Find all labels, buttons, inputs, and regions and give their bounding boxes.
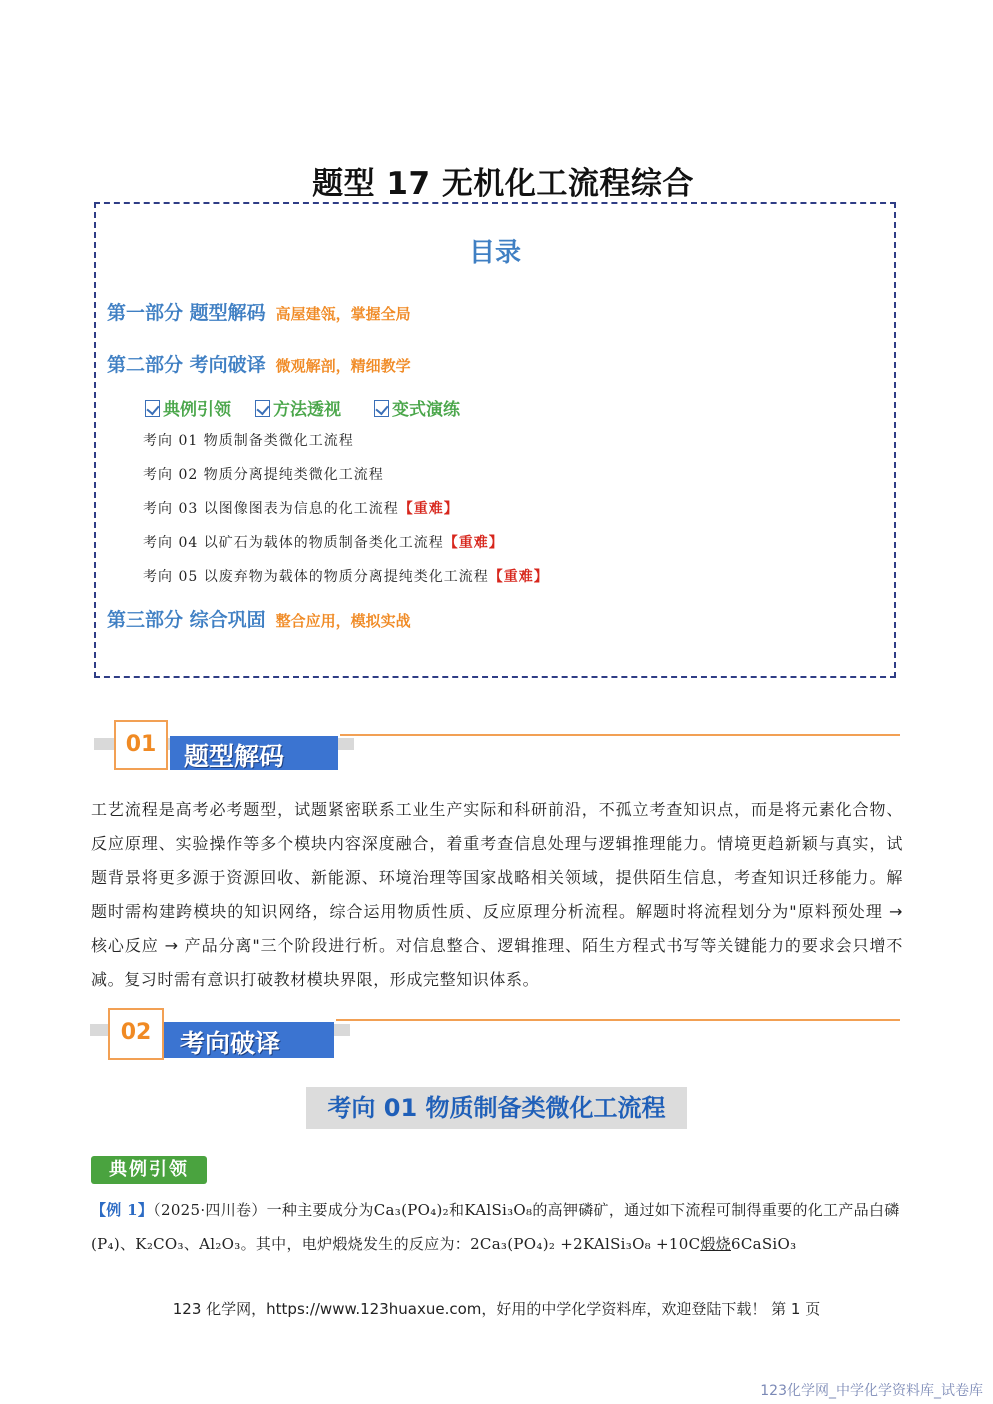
watermark: 123化学网_中学化学资料库_试卷库 [760,1383,983,1399]
difficulty-tag: 【重难】 [398,501,459,517]
method-perspective [255,395,341,420]
method-example [145,395,231,420]
difficulty-tag: 【重难】 [488,569,549,585]
section-divider [340,734,900,736]
toc-item-text: 考向 04 以矿石为载体的物质制备类化工流程 [143,535,444,551]
toc-item [143,498,459,518]
method-example-label: 典例引领 [163,400,231,420]
checkbox-doc-icon [374,400,389,417]
toc-item-text: 考向 01 物质制备类微化工流程 [143,433,354,449]
example-text: 和 [449,1201,465,1219]
method-practice [374,395,460,420]
toc-part1-slogan: 高屋建瓴，掌握全局 [275,305,411,323]
checkbox-doc-icon [145,400,160,417]
section1-number: 01 [114,720,168,770]
example-source: （2025·四川卷） [153,1201,267,1219]
example-number: 【例 1】 [91,1201,154,1219]
toc-part2-slogan: 微观解剖，精细教学 [275,357,411,375]
example-text: 的高钾磷矿，通过如下流程可制得重要的化工产品白磷(P₄)、K₂CO₃、Al₂O₃。其中，电炉煅烧发生的反应为：2Ca₃(PO₄)₂ +2KAlSi₃O₈ +10C [91,1201,900,1253]
toc-item [143,464,384,484]
toc-item-text: 考向 05 以废弃物为载体的物质分离提纯类化工流程 [143,569,489,585]
section2-number: 02 [108,1008,164,1060]
page-footer: 123 化学网，https://www.123huaxue.com，好用的中学化学资料库，欢迎登陆下载！ 第 1 页 [172,1300,821,1318]
toc-part3-label: 第三部分 综合巩固 [107,609,266,631]
toc-part2-label: 第二部分 考向破译 [107,354,266,376]
section1-label: 题型解码 [184,742,285,771]
example-text: 一种主要成分为 [266,1201,374,1219]
intro-paragraph: 工艺流程是高考必考题型，试题紧密联系工业生产实际和科研前沿，不孤立考查知识点，而是将元素化合物、反应原理、实验操作等多个模块内容深度融合，着重考查信息处理与逻辑推理能力。情境更趋新颖与真实，试题背景将更多源于资源回收、新能源、环境治理等国家战略相关领域，提供陌生信息，考查知识迁移能力。解题时需构建跨模块的知识网络，综合运用物质性质、反应原理分析流程。解题时将流程划分为"原料预处理 → 核心反应 → 产品分离"三个阶段进行析。对信息整合、逻辑推理、陌生方程式书写等关键能力的要求会只增不减。复习时需有意识打破教材模块界限，形成完整知识体系。 [91,800,903,989]
toc-item-text: 考向 03 以图像图表为信息的化工流程 [143,501,399,517]
method-practice-label: 变式演练 [392,400,460,420]
formula: KAlSi₃O₈ [464,1201,533,1219]
toc-part1 [107,298,411,325]
page-title: 题型 17 无机化工流程综合 [312,166,694,202]
direction-title: 考向 01 物质制备类微化工流程 [306,1087,687,1129]
formula: Ca₃(PO₄)₂ [373,1201,449,1219]
toc-item [143,532,504,552]
method-perspective-label: 方法透视 [273,400,341,420]
toc-item [143,566,549,586]
section2-label: 考向破译 [180,1029,281,1058]
example-paragraph [91,1193,903,1261]
toc-part1-label: 第一部分 题型解码 [107,302,266,324]
toc-item-text: 考向 02 物质分离提纯类微化工流程 [143,467,384,483]
toc-heading: 目录 [468,238,521,268]
example-text: 6CaSiO₃ [730,1235,797,1253]
example-badge: 典例引领 [91,1156,207,1184]
toc-part2 [107,350,411,377]
checkbox-doc-icon [255,400,270,417]
section-divider [336,1019,900,1021]
toc-part3 [107,605,411,632]
toc-part3-slogan: 整合应用，模拟实战 [275,612,411,630]
toc-item [143,430,354,450]
difficulty-tag: 【重难】 [443,535,504,551]
reaction-condition: 煅烧 [700,1235,731,1253]
